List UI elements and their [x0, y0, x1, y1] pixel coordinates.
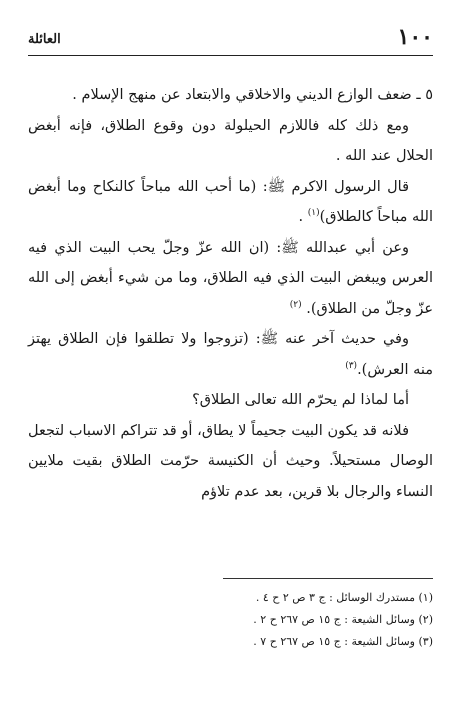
paragraph-reason-5: ٥ ـ ضعف الوازع الديني والاخلاقي والابتعاد عن منهج الإسلام . [72, 87, 433, 103]
hadith-text: وفي حديث آخر عنه ﷺ: (تزوجوا ولا تطلقوا فإن الطلاق يهتز منه العرش). [28, 331, 433, 378]
header-rule [28, 55, 433, 56]
body-text [28, 80, 433, 507]
footnotes [28, 587, 433, 653]
footnote-2: (٢) وسائل الشيعة : ج ١٥ ص ٢٦٧ ح ٢ . [253, 613, 433, 626]
footnote-ref-3: (٣) [345, 360, 358, 371]
paragraph-question: أما لماذا لم يحرّم الله تعالى الطلاق؟ [192, 392, 409, 408]
hadith-end: . [298, 209, 308, 225]
footnote-ref-2: (٢) [289, 299, 302, 310]
footnote-ref-1: (١) [307, 208, 320, 219]
paragraph-answer: فلانه قد يكون البيت جحيماً لا يطاق، أو قد تتراكم الاسباب لتجعل الوصال مستحيلاً. وحيث أن الكنيسة حرّمت الطلاق بقيت ملايين النساء والرجال بلا قرين، بعد عدم تلاؤم [28, 422, 433, 500]
paragraph-prevent-divorce: ومع ذلك كله فاللازم الحيلولة دون وقوع الطلاق، فإنه أبغض الحلال عند الله . [28, 117, 433, 164]
paragraph-imam-hadith [28, 233, 433, 325]
footnote-rule [223, 578, 433, 579]
page-header [28, 24, 433, 54]
hadith-end: . [301, 300, 311, 317]
paragraph-prophet-hadith [28, 172, 433, 233]
paragraph-another-hadith [28, 324, 433, 385]
hadith-text: وعن أبي عبدالله ﷺ: (ان الله عزّ وجلّ يحب البيت الذي فيه العرس ويبغض البيت الذي فيه الطلاق، وما من شيء أبغض إلى الله عزّ وجلّ من الطلاق) [28, 239, 433, 317]
page-number: ١٠٠ [397, 24, 433, 50]
hadith-text: قال الرسول الاكرم ﷺ: (ما أحب الله مباحاً كالنكاح وما أبغض الله مباحاً كالطلاق) [28, 178, 433, 225]
running-title: العائلة [28, 32, 61, 47]
footnote-3: (٣) وسائل الشيعة : ج ١٥ ص ٢٦٧ ح ٧ . [253, 635, 433, 648]
footnote-1: (١) مستدرك الوسائل : ج ٣ ص ٢ ح ٤ . [255, 591, 433, 604]
